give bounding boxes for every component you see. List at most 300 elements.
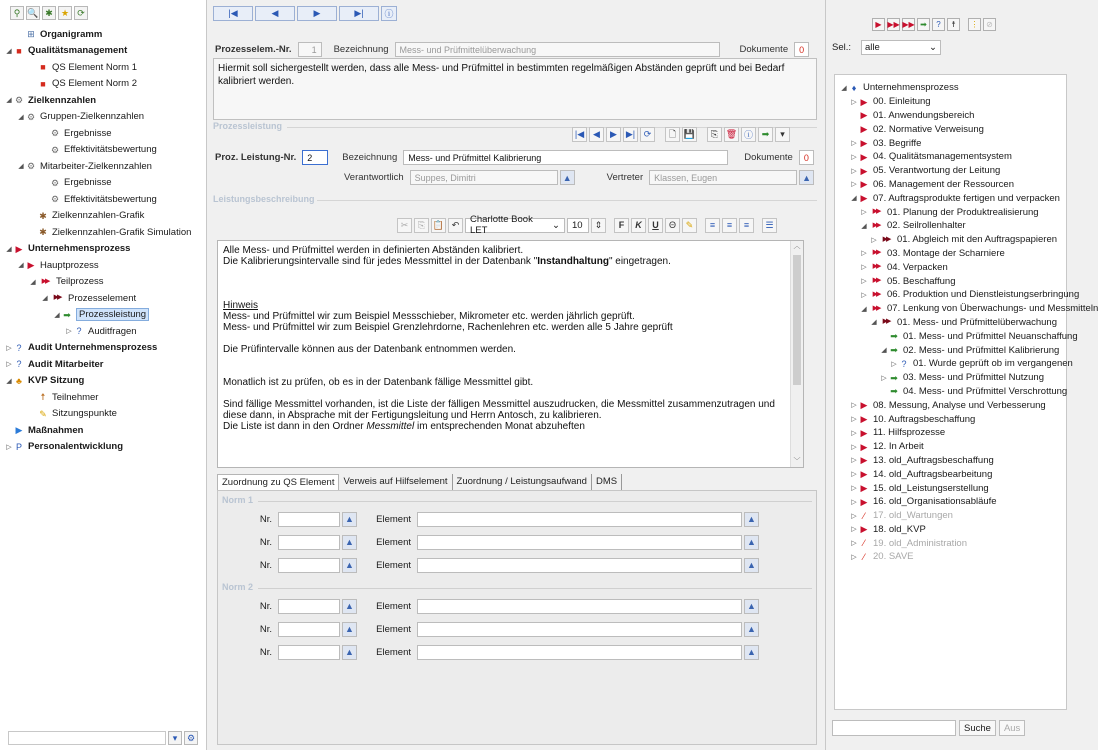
- tree-node-label: 01. Abgleich mit den Auftragspapieren: [897, 234, 1058, 246]
- tree-node-label: 04. Verpacken: [887, 261, 948, 273]
- triple-triangle-icon: ▶▶: [53, 294, 61, 302]
- last-record-button[interactable]: ▶|: [339, 6, 379, 21]
- editor-italic-text: Messmittel: [366, 421, 415, 432]
- nr-label: Nr.: [259, 623, 272, 635]
- play-icon[interactable]: ▶: [872, 18, 885, 31]
- norm-assignment-row: [218, 534, 759, 550]
- chevron-down-icon: ⌄: [929, 42, 938, 53]
- format-toolbar: [397, 214, 777, 236]
- expand-icon[interactable]: ▷: [6, 344, 12, 352]
- prozessleistung-row: [215, 150, 814, 165]
- tree-node[interactable]: [4, 356, 206, 373]
- tree-node[interactable]: [839, 426, 1066, 440]
- bullet-list-icon[interactable]: ☰: [762, 218, 777, 233]
- tab-dms[interactable]: DMS: [592, 474, 622, 490]
- tree-node-label: 01. Anwendungsbereich: [873, 109, 975, 121]
- green-arrow-icon: ➡: [890, 345, 898, 356]
- align-right-icon[interactable]: ≡: [739, 218, 754, 233]
- expand-icon[interactable]: ▷: [881, 374, 887, 382]
- aus-button[interactable]: Aus: [999, 720, 1025, 736]
- editor-line: Die Prüfintervalle können aus der Datenbank entnommen werden.: [223, 344, 516, 355]
- picker-icon[interactable]: ▲: [342, 645, 357, 660]
- tree-node[interactable]: [4, 323, 206, 340]
- copy-icon[interactable]: ⎘: [414, 218, 429, 233]
- collapse-icon[interactable]: ◢: [841, 84, 847, 92]
- tree-node[interactable]: [839, 536, 1066, 550]
- person-icon[interactable]: ☨: [947, 18, 960, 31]
- tree-node[interactable]: [4, 224, 206, 241]
- tree-node-label: Zielkennzahlen: [28, 94, 97, 106]
- collapse-icon[interactable]: ◢: [851, 195, 857, 203]
- expand-icon[interactable]: ▷: [891, 360, 897, 368]
- prozessleistung-toolbar: [572, 127, 790, 142]
- expand-icon[interactable]: ▷: [851, 153, 857, 161]
- dokumente-count-badge[interactable]: 0: [794, 42, 809, 57]
- bold-icon[interactable]: F: [614, 218, 629, 233]
- tree-node-label: Ergebnisse: [64, 127, 112, 139]
- expand-icon[interactable]: ▷: [6, 361, 12, 369]
- tree-node[interactable]: [839, 136, 1066, 150]
- scroll-thumb[interactable]: [793, 255, 801, 385]
- collapse-icon[interactable]: ◢: [30, 278, 36, 286]
- align-center-icon[interactable]: ≡: [722, 218, 737, 233]
- tree-node[interactable]: [839, 150, 1066, 164]
- collapse-icon[interactable]: ◢: [6, 97, 12, 105]
- tree-node-label: 05. Beschaffung: [887, 275, 956, 287]
- editor-line: Mess- und Prüfmittel wir zum Beispiel Messschieber, Mikrometer etc. werden jährlich geprüft.: [223, 311, 635, 322]
- font-size-select[interactable]: 10: [567, 218, 589, 233]
- strike-icon: ⁄: [863, 551, 865, 562]
- tree-node[interactable]: [839, 178, 1066, 192]
- tree-node[interactable]: [4, 92, 206, 109]
- tree-node-label: Auditfragen: [88, 325, 137, 337]
- collapse-icon[interactable]: ◢: [6, 47, 12, 55]
- expand-icon[interactable]: ▷: [851, 429, 857, 437]
- norm-divider: [258, 501, 812, 502]
- picker-icon[interactable]: ▲: [744, 512, 759, 527]
- nr-label: Nr.: [259, 536, 272, 548]
- expand-icon[interactable]: ▷: [851, 498, 857, 506]
- element-input[interactable]: [417, 558, 742, 573]
- tree-node[interactable]: [839, 467, 1066, 481]
- tree-node[interactable]: [839, 385, 1066, 399]
- blue-triangle-icon: ▶: [15, 425, 23, 436]
- process-tree: [834, 74, 1098, 710]
- sel-value: alle: [865, 42, 880, 53]
- next-icon[interactable]: ▶: [606, 127, 621, 142]
- tree-node[interactable]: [4, 142, 206, 159]
- font-color-icon[interactable]: Θ: [665, 218, 680, 233]
- tree-node[interactable]: [4, 422, 206, 439]
- red-triangle-icon: ▶: [860, 427, 868, 438]
- prozessleistung-nr-field[interactable]: 2: [302, 150, 328, 165]
- tree-node[interactable]: [4, 274, 206, 291]
- tree-node[interactable]: [839, 109, 1066, 123]
- tree-node[interactable]: [4, 208, 206, 225]
- gear-icon: ⚙: [50, 177, 60, 188]
- first-icon[interactable]: |◀: [572, 127, 587, 142]
- norm-assignment-row: [218, 511, 759, 527]
- red-triangle-icon: ▶: [860, 165, 868, 176]
- collapse-icon[interactable]: ◢: [6, 245, 12, 253]
- tree-node[interactable]: [4, 290, 206, 307]
- expand-icon[interactable]: ▷: [861, 250, 867, 258]
- last-icon[interactable]: ▶|: [623, 127, 638, 142]
- collapse-icon[interactable]: ◢: [861, 222, 867, 230]
- star-icon[interactable]: ★: [58, 6, 72, 20]
- element-input[interactable]: [417, 599, 742, 614]
- collapse-icon[interactable]: ◢: [861, 305, 867, 313]
- double-triangle-icon: ▶▶: [872, 249, 880, 257]
- expand-icon[interactable]: ▷: [861, 209, 867, 217]
- element-input[interactable]: [417, 645, 742, 660]
- tree-node[interactable]: [839, 495, 1066, 509]
- tree-node-label: Mitarbeiter-Zielkennzahlen: [40, 160, 152, 172]
- tree-node-label: Qualitätsmanagement: [28, 45, 128, 57]
- collapse-icon[interactable]: ◢: [18, 262, 24, 270]
- tree-node[interactable]: [839, 260, 1066, 274]
- green-arrow-icon: ➡: [890, 372, 898, 383]
- refresh-icon[interactable]: ⟳: [74, 6, 88, 20]
- element-input[interactable]: [417, 622, 742, 637]
- expand-icon[interactable]: ▷: [851, 553, 857, 561]
- expand-icon[interactable]: ▷: [861, 264, 867, 272]
- picker-icon[interactable]: ▲: [342, 512, 357, 527]
- editor-line: Sind fällige Messmittel vorhanden, ist die Liste der fälligen Messmittel auszudrucken, die Messmittel zusammenzutragen und: [223, 399, 775, 410]
- expand-icon[interactable]: ▷: [851, 471, 857, 479]
- tree-node[interactable]: [839, 247, 1066, 261]
- tree-node[interactable]: [839, 523, 1066, 537]
- gear-icon: ⚙: [26, 161, 36, 172]
- element-label: Element: [376, 536, 411, 548]
- tree-node[interactable]: [839, 191, 1066, 205]
- norm-assignment-row: [218, 621, 759, 637]
- collapse-icon[interactable]: ◢: [54, 311, 60, 319]
- info-button[interactable]: ⓘ: [381, 6, 397, 21]
- expand-icon[interactable]: ▷: [851, 526, 857, 534]
- tree-node[interactable]: [4, 109, 206, 126]
- dokumente-label: Dokumente: [744, 152, 793, 163]
- expand-icon[interactable]: ▷: [851, 512, 857, 520]
- info-icon[interactable]: ⓘ: [741, 127, 756, 142]
- tree-node[interactable]: [839, 398, 1066, 412]
- collapse-icon[interactable]: ◢: [18, 113, 24, 121]
- tree-node-label: 02. Mess- und Prüfmittel Kalibrierung: [903, 344, 1060, 356]
- cut-icon[interactable]: ✂: [397, 218, 412, 233]
- element-input[interactable]: [417, 535, 742, 550]
- tree-node-label: Audit Mitarbeiter: [28, 358, 104, 370]
- tab-zuordnung-qs-element[interactable]: Zuordnung zu QS Element: [217, 474, 339, 490]
- pin-icon[interactable]: ⚲: [10, 6, 24, 20]
- scroll-up-icon[interactable]: ︿: [793, 243, 801, 250]
- dokumente-label: Dokumente: [739, 44, 789, 55]
- norm-assignment-row: [218, 644, 759, 660]
- left-filter-input[interactable]: [8, 731, 166, 745]
- element-label: Element: [376, 623, 411, 635]
- pin-icon: ✎: [39, 408, 47, 419]
- tree-node[interactable]: [4, 43, 206, 60]
- tree-node-label: Effektivitätsbewertung: [64, 193, 157, 205]
- chevron-down-icon[interactable]: ▾: [775, 127, 790, 142]
- gear-icon: ⚙: [50, 128, 60, 139]
- tree-node[interactable]: [4, 307, 206, 324]
- verantwortlich-label: Verantwortlich: [344, 172, 404, 183]
- double-triangle-icon: ▶▶: [872, 277, 880, 285]
- network-icon[interactable]: ✱: [42, 6, 56, 20]
- highlight-icon[interactable]: ✎: [682, 218, 697, 233]
- save-icon[interactable]: 💾: [682, 127, 697, 142]
- prev-icon[interactable]: ◀: [589, 127, 604, 142]
- nr-input[interactable]: [278, 622, 340, 637]
- record-navigation: [207, 0, 825, 26]
- tree-search-input[interactable]: [832, 720, 956, 736]
- picker-icon[interactable]: ▲: [744, 645, 759, 660]
- vertreter-field[interactable]: Klassen, Eugen: [649, 170, 797, 185]
- tree-node-label: Unternehmensprozess: [28, 243, 131, 255]
- tree-node-label: Ergebnisse: [64, 177, 112, 189]
- nr-input[interactable]: [278, 512, 340, 527]
- tree-node[interactable]: [839, 122, 1066, 136]
- nr-input[interactable]: [278, 645, 340, 660]
- prozesselement-description[interactable]: Hiermit soll sichergestellt werden, dass alle Mess- und Prüfmittel in bestimmten regelmäßigen Abständen geprüft und bei Bedarf kalibriert werden.: [213, 58, 817, 120]
- editor-line: im entsprechenden Monat abzuheften: [414, 421, 585, 432]
- red-triangle-icon: ▶: [860, 483, 868, 493]
- expand-icon[interactable]: ▷: [6, 443, 12, 451]
- tree-node[interactable]: [4, 439, 206, 456]
- collapse-icon[interactable]: ◢: [6, 377, 12, 385]
- tree-node-label: Maßnahmen: [28, 424, 84, 436]
- tree-node[interactable]: [839, 164, 1066, 178]
- tree-node[interactable]: [4, 26, 206, 43]
- triple-play-icon[interactable]: ▶▶: [902, 20, 915, 29]
- tree-node-label: 16. old_Organisationsabläufe: [873, 496, 997, 508]
- red-triangle-icon: ▶: [860, 441, 868, 452]
- red-square-icon: ■: [40, 78, 46, 89]
- tree-node[interactable]: [839, 454, 1066, 468]
- search-button[interactable]: Suche: [959, 720, 996, 736]
- editor-line: Alle Mess- und Prüfmittel werden in definierten Abständen kalibriert.: [223, 245, 524, 256]
- element-label: Element: [376, 646, 411, 658]
- tree-node[interactable]: [839, 357, 1073, 371]
- red-square-icon: ■: [16, 45, 22, 56]
- delete-icon[interactable]: 🗑: [724, 127, 739, 142]
- expand-icon[interactable]: ▷: [871, 236, 877, 244]
- tree-node[interactable]: [4, 59, 206, 76]
- picker-icon[interactable]: ▲: [744, 622, 759, 637]
- prozesselement-bezeichnung-field[interactable]: Mess- und Prüfmittelüberwachung: [395, 42, 720, 57]
- nr-input[interactable]: [278, 558, 340, 573]
- tree-node[interactable]: [839, 95, 1066, 109]
- tree-node[interactable]: [839, 302, 1098, 316]
- editor-line: " eingetragen.: [608, 256, 671, 267]
- tree-node[interactable]: [839, 371, 1066, 385]
- sel-dropdown[interactable]: [861, 40, 941, 55]
- search-icon[interactable]: 🔍: [26, 6, 40, 20]
- picker-icon[interactable]: ▲: [342, 535, 357, 550]
- red-triangle-icon: ▶: [15, 243, 23, 254]
- tree-node[interactable]: [4, 175, 206, 192]
- expand-icon[interactable]: ▷: [861, 291, 867, 299]
- align-left-icon[interactable]: ≡: [705, 218, 720, 233]
- tree-node[interactable]: [4, 389, 206, 406]
- double-triangle-icon: ▶▶: [872, 304, 880, 312]
- collapse-icon[interactable]: ◢: [881, 347, 887, 355]
- tree-node[interactable]: [839, 509, 1066, 523]
- tree-node[interactable]: [4, 257, 206, 274]
- audit-icon[interactable]: ?: [932, 18, 945, 31]
- tree-node[interactable]: [839, 550, 1066, 564]
- expand-icon[interactable]: ▷: [851, 140, 857, 148]
- dropdown-icon[interactable]: ▾: [168, 731, 182, 745]
- tree-node-label: 00. Einleitung: [873, 96, 931, 108]
- tree-node[interactable]: [4, 158, 206, 175]
- verantwortlich-row: [344, 170, 814, 185]
- tree-node[interactable]: [839, 316, 1066, 330]
- tree-node[interactable]: [839, 343, 1066, 357]
- expand-icon[interactable]: ▷: [851, 98, 857, 106]
- first-record-button[interactable]: |◀: [213, 6, 253, 21]
- bezeichnung-label: Bezeichnung: [333, 44, 389, 55]
- double-triangle-icon: ▶▶: [872, 263, 880, 271]
- tree-node[interactable]: [839, 219, 1066, 233]
- dokumente-count-badge[interactable]: 0: [799, 150, 814, 165]
- prozessleistung-bezeichnung-field[interactable]: Mess- und Prüfmittel Kalibrierung: [403, 150, 728, 165]
- disabled-icon[interactable]: ⊘: [983, 18, 996, 31]
- tree-node-label: Sitzungspunkte: [52, 408, 117, 420]
- gear-icon: ⚙: [14, 95, 24, 106]
- expand-icon[interactable]: ▷: [851, 181, 857, 189]
- picker-icon[interactable]: ▲: [744, 535, 759, 550]
- editor-line: Monatlich ist zu prüfen, ob es in der Datenbank fällige Messmittel gibt.: [223, 377, 534, 388]
- gear-icon: ⚙: [50, 194, 60, 205]
- tab-verweis-hilfselement[interactable]: Verweis auf Hilfselement: [339, 474, 452, 490]
- selection-filter: [832, 40, 941, 55]
- traffic-light-icon[interactable]: ⋮: [968, 18, 981, 31]
- tree-node[interactable]: [4, 373, 206, 390]
- red-triangle-icon: ▶: [860, 455, 868, 466]
- editor-heading: Hinweis: [223, 300, 259, 311]
- picker-icon[interactable]: ▲: [744, 558, 759, 573]
- left-navigation-pane: [0, 0, 207, 750]
- double-play-icon[interactable]: ▶▶: [887, 20, 900, 29]
- tree-node[interactable]: [4, 340, 206, 357]
- tree-node-label: Zielkennzahlen-Grafik: [52, 210, 145, 222]
- copy-icon[interactable]: ⎘: [707, 127, 722, 142]
- green-arrow-icon[interactable]: ➡: [917, 18, 930, 31]
- expand-icon[interactable]: ▷: [851, 485, 857, 492]
- tree-node-label: 20. SAVE: [873, 551, 914, 563]
- tree-node-label: 03. Montage der Scharniere: [887, 247, 1005, 259]
- nr-input[interactable]: [278, 599, 340, 614]
- strike-icon: ⁄: [863, 510, 865, 521]
- left-toolbar: [0, 0, 206, 26]
- tree-node[interactable]: [839, 205, 1066, 219]
- tree-node-label: 19. old_Administration: [873, 537, 967, 549]
- red-triangle-icon: ▶: [860, 414, 868, 425]
- detail-pane: [207, 0, 826, 750]
- tab-zuordnung-leistungsaufwand[interactable]: Zuordnung / Leistungsaufwand: [453, 474, 592, 490]
- tree-node[interactable]: [4, 125, 206, 142]
- picker-icon[interactable]: ▲: [342, 599, 357, 614]
- tree-node[interactable]: [4, 241, 206, 258]
- leistungsbeschreibung-editor[interactable]: [217, 240, 804, 468]
- audit-icon: ?: [16, 342, 22, 353]
- tree-node[interactable]: [4, 76, 206, 93]
- tree-node[interactable]: [839, 288, 1080, 302]
- expand-icon[interactable]: ▷: [851, 540, 857, 548]
- expand-icon[interactable]: ▷: [851, 402, 857, 410]
- refresh-icon[interactable]: ⟳: [640, 127, 655, 142]
- tree-node-label: 04. Mess- und Prüfmittel Verschrottung: [903, 385, 1068, 397]
- next-record-button[interactable]: ▶: [297, 6, 337, 21]
- font-family-select[interactable]: [465, 214, 565, 236]
- person-picker-icon[interactable]: ▲: [560, 170, 575, 185]
- tree-node-label: 14. old_Auftragsbearbeitung: [873, 468, 993, 480]
- move-arrow-icon[interactable]: ➡: [758, 127, 773, 142]
- expand-icon[interactable]: ▷: [851, 443, 857, 451]
- person-picker-icon[interactable]: ▲: [799, 170, 814, 185]
- tree-node[interactable]: [839, 481, 1066, 495]
- prev-record-button[interactable]: ◀: [255, 6, 295, 21]
- tree-node-label: 01. Wurde geprüft ob im vergangenen: [913, 358, 1073, 370]
- collapse-icon[interactable]: ◢: [871, 319, 877, 327]
- collapse-icon[interactable]: ◢: [18, 163, 24, 171]
- element-input[interactable]: [417, 512, 742, 527]
- italic-icon[interactable]: K: [631, 218, 646, 233]
- tree-node[interactable]: [839, 412, 1066, 426]
- triple-triangle-icon: ▶▶: [882, 235, 890, 243]
- new-icon[interactable]: 🗋: [665, 127, 680, 142]
- tree-node[interactable]: [839, 329, 1078, 343]
- tree-node[interactable]: [4, 406, 206, 423]
- right-toolbar: [872, 18, 996, 32]
- settings-icon[interactable]: ⚙: [184, 731, 198, 745]
- element-label: Element: [376, 600, 411, 612]
- nr-input[interactable]: [278, 535, 340, 550]
- kvp-icon: ♣: [16, 375, 22, 386]
- p-icon: P: [15, 441, 22, 452]
- picker-icon[interactable]: ▲: [342, 558, 357, 573]
- paste-icon[interactable]: 📋: [431, 218, 446, 233]
- expand-icon[interactable]: ▷: [861, 278, 867, 286]
- tree-node[interactable]: [839, 81, 1066, 95]
- scroll-down-icon[interactable]: ﹀: [793, 458, 801, 465]
- tree-node-label: 06. Management der Ressourcen: [873, 178, 1014, 190]
- prozesselement-nr-field[interactable]: 1: [298, 42, 322, 57]
- tree-node[interactable]: [839, 233, 1066, 247]
- tree-node[interactable]: [4, 191, 206, 208]
- collapse-icon[interactable]: ◢: [42, 295, 48, 303]
- norm-assignment-row: [218, 598, 759, 614]
- expand-icon[interactable]: ▷: [851, 416, 857, 424]
- spin-icon[interactable]: ⇕: [591, 218, 606, 233]
- tree-node[interactable]: [839, 274, 1066, 288]
- tree-node[interactable]: [839, 440, 1066, 454]
- underline-icon[interactable]: U: [648, 218, 663, 233]
- verantwortlich-field[interactable]: Suppes, Dimitri: [410, 170, 558, 185]
- tree-search-bar: [832, 720, 1025, 736]
- picker-icon[interactable]: ▲: [342, 622, 357, 637]
- tree-node-label: Effektivitätsbewertung: [64, 144, 157, 156]
- editor-scrollbar[interactable]: [790, 241, 803, 467]
- expand-icon[interactable]: ▷: [851, 457, 857, 465]
- undo-icon[interactable]: ↶: [448, 218, 463, 233]
- red-triangle-icon: ▶: [860, 151, 868, 162]
- tree-node-label: KVP Sitzung: [28, 375, 85, 387]
- picker-icon[interactable]: ▲: [744, 599, 759, 614]
- expand-icon[interactable]: ▷: [66, 328, 72, 336]
- expand-icon[interactable]: ▷: [851, 167, 857, 175]
